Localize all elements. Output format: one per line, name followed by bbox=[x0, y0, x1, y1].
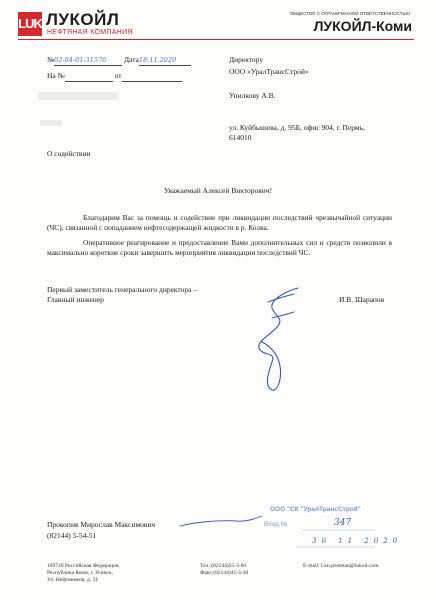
subject: О содействии bbox=[47, 149, 91, 158]
addressee-position: Директору bbox=[229, 55, 264, 64]
ref-from-label: от bbox=[114, 71, 122, 80]
registration-number-row bbox=[47, 55, 191, 66]
footer-fax: Факс:(82144)41-3-38 bbox=[200, 570, 249, 576]
signer-position-line1: Первый заместитель генерального директора – bbox=[47, 285, 198, 294]
signer-name: И.В. Шарапов bbox=[339, 295, 385, 304]
number-value: 02-04-01-31576 bbox=[54, 56, 107, 64]
org-type: ОБЩЕСТВО С ОГРАНИЧЕННОЙ ОТВЕТСТВЕННОСТЬЮ bbox=[289, 11, 410, 16]
addressee-company: ООО «УралТрансСтрой» bbox=[229, 67, 309, 76]
incoming-stamp bbox=[256, 506, 403, 554]
executor-signature-stroke bbox=[176, 514, 266, 530]
company-subtitle: НЕФТЯНАЯ КОМПАНИЯ bbox=[47, 29, 133, 36]
org-name: ЛУКОЙЛ-Коми bbox=[313, 18, 412, 34]
signer-position-line2: Главный инженер bbox=[47, 295, 104, 304]
footer-contacts bbox=[200, 563, 248, 577]
date-label: Дата bbox=[124, 55, 139, 64]
handwritten-signature bbox=[240, 282, 312, 402]
footer-address-line1: 169710 Российская Федерация, bbox=[47, 563, 120, 569]
footer-address bbox=[47, 563, 120, 584]
number-label: № bbox=[47, 55, 55, 64]
stamp-lines bbox=[256, 506, 378, 554]
stamp-org: ООО "СК "УралТрансСтрой" bbox=[270, 506, 361, 513]
footer-tel: Тел.:(82144)55-3-60 bbox=[200, 563, 247, 569]
date-value: 18.11.2020 bbox=[138, 56, 177, 64]
stamp-date: 30 11 2020 bbox=[312, 537, 403, 545]
company-name: ЛУКОЙЛ bbox=[46, 10, 120, 29]
addressee-address-line2: 614010 bbox=[229, 133, 252, 142]
addressee-person: Упилкову А.В. bbox=[229, 91, 276, 100]
footer-address-line3: Ул. Нефтяников, д. 31 bbox=[47, 577, 99, 583]
executor-name: Прокопив Мирослав Максимович bbox=[47, 520, 156, 529]
footer-address-line2: Республика Коми, г. Усинск, bbox=[47, 570, 114, 576]
redacted-block bbox=[38, 92, 118, 100]
ref-label: На № bbox=[47, 71, 65, 80]
body-paragraph-2: Оперативное реагирование и предоставление Вами дополнительных сил и средств позволили в максимально короткие сроки завершить мероприятия ликвидации последствий ЧС. bbox=[47, 238, 392, 257]
addressee-address-line1: ул. Куйбышева, д. 95Б, офис 904, г. Пермь, bbox=[229, 123, 365, 132]
executor-phone: (82144) 5-54-51 bbox=[47, 531, 97, 540]
salutation: Уважаемый Алексей Викторович! bbox=[163, 186, 273, 195]
stamp-in-label: Вход.№ bbox=[264, 521, 288, 528]
redacted-block bbox=[40, 120, 62, 126]
footer-email: E-mail: Usn.postman@lukoil.com bbox=[303, 563, 379, 569]
reference-row bbox=[47, 71, 182, 82]
stamp-in-number: 347 bbox=[334, 518, 352, 528]
lukoil-logo: LUK bbox=[18, 12, 42, 36]
header-divider bbox=[18, 39, 414, 40]
body-paragraph-1: Благодарим Вас за помощь и содействие при ликвидации последствий чрезвычайной ситуации (ЧС), связанной с попаданием нефтесодержащей жидкости в р. Колва. bbox=[47, 213, 392, 232]
